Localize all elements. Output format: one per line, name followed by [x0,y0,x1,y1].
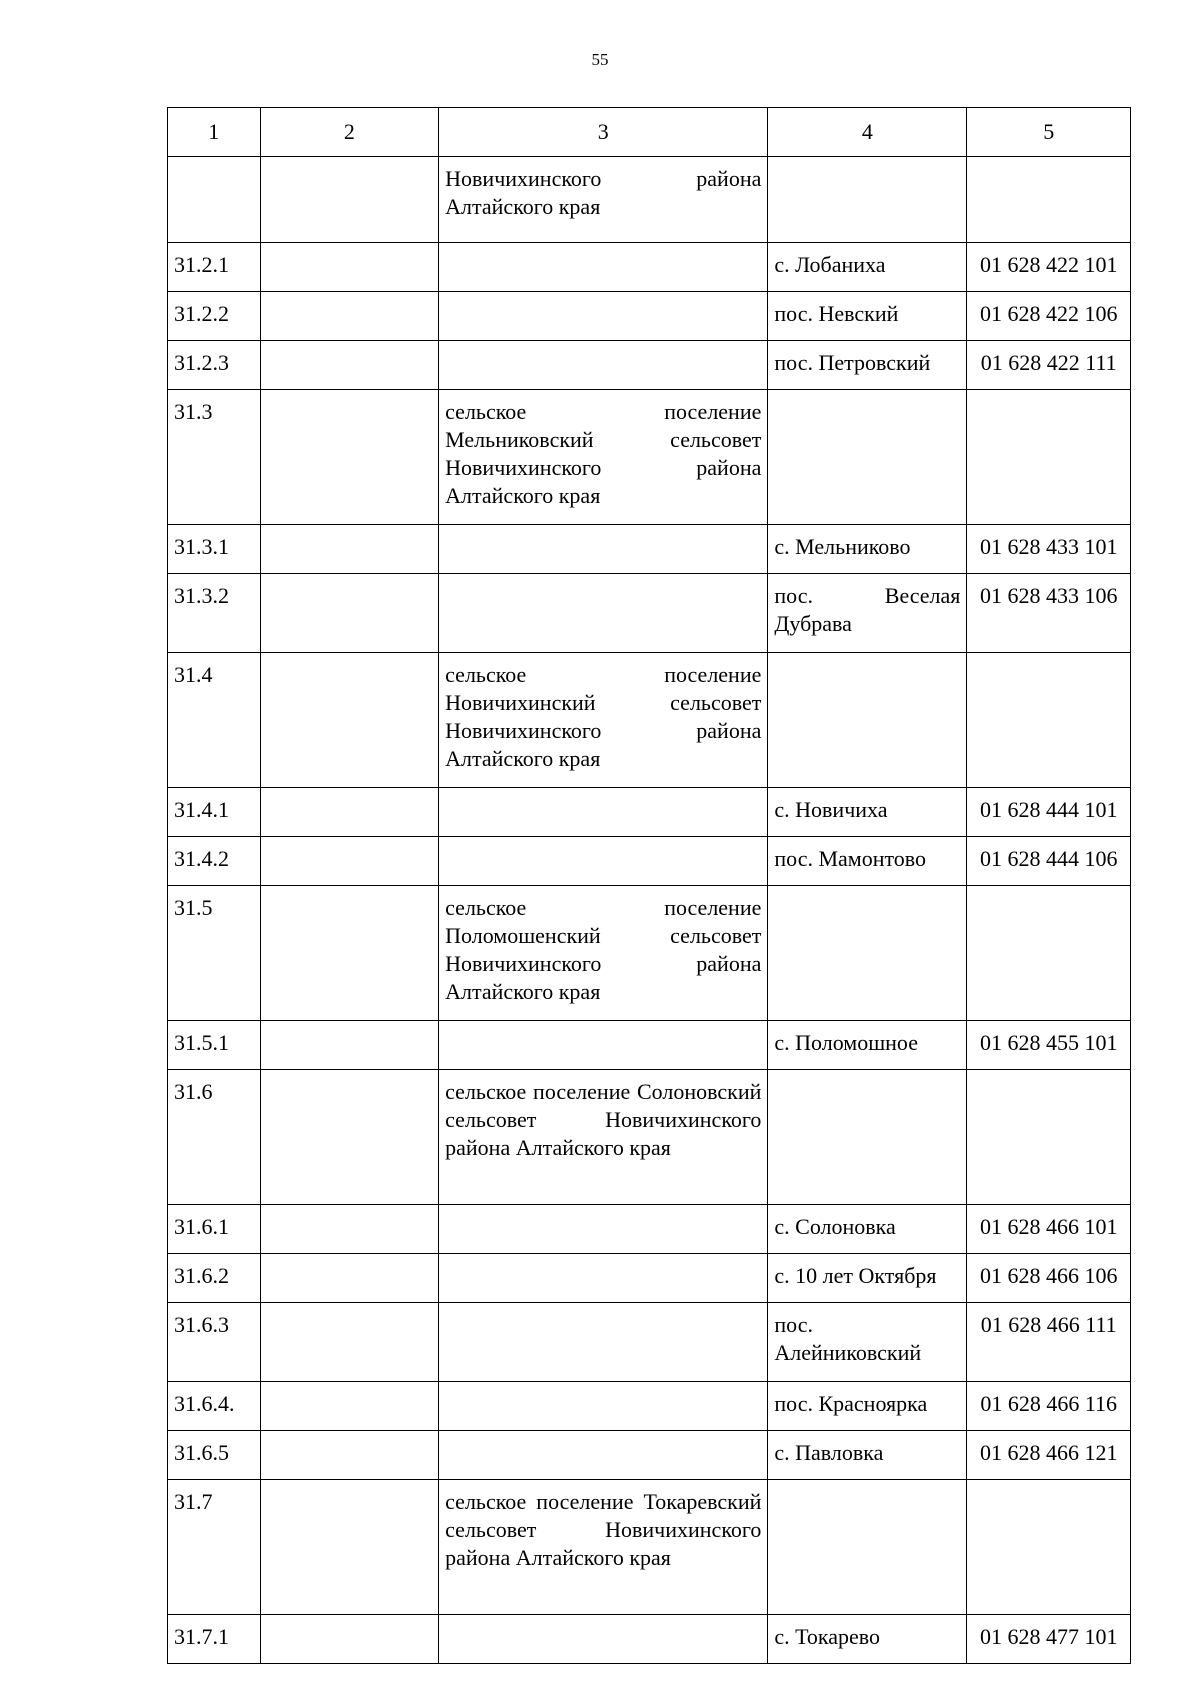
oktmo-code-cell: 01 628 433 106 [967,574,1131,653]
settlement-name-cell: с. Новичиха [768,788,967,837]
column-2-cell [260,1303,439,1382]
table-row [168,243,1131,292]
table-row [168,788,1131,837]
municipality-name-cell [439,341,768,390]
row-number-cell: 31.2.2 [168,292,261,341]
header-row [168,108,1131,157]
row-number-cell: 31.6.1 [168,1205,261,1254]
column-2-cell [260,1615,439,1664]
oktmo-code-cell [967,1070,1131,1205]
settlement-name-cell: с. Токарево [768,1615,967,1664]
settlement-name-cell [768,653,967,788]
municipality-name-cell [439,1431,768,1480]
oktmo-code-cell [967,886,1131,1021]
settlement-name-cell: пос. Невский [768,292,967,341]
table-row [168,1205,1131,1254]
oktmo-code-cell: 01 628 466 111 [967,1303,1131,1382]
table-row [168,390,1131,525]
column-2-cell [260,1205,439,1254]
table-row [168,653,1131,788]
row-number-cell: 31.6 [168,1070,261,1205]
column-2-cell [260,574,439,653]
column-2-cell [260,525,439,574]
settlement-name-cell: с. Павловка [768,1431,967,1480]
municipality-name-cell [439,788,768,837]
column-2-cell [260,243,439,292]
oktmo-code-cell [967,157,1131,243]
settlement-name-cell: с. Лобаниха [768,243,967,292]
table-row [168,1431,1131,1480]
column-2-cell [260,1480,439,1615]
row-number-cell: 31.5 [168,886,261,1021]
column-2-cell [260,341,439,390]
row-number-cell: 31.2.3 [168,341,261,390]
table-row [168,525,1131,574]
table-row [168,1382,1131,1431]
row-number-cell: 31.3 [168,390,261,525]
oktmo-code-cell: 01 628 477 101 [967,1615,1131,1664]
settlement-name-cell: с. 10 лет Октября [768,1254,967,1303]
column-2-cell [260,886,439,1021]
table-row [168,1303,1131,1382]
oktmo-code-cell: 01 628 455 101 [967,1021,1131,1070]
column-2-cell [260,390,439,525]
settlement-name-cell [768,1070,967,1205]
row-number-cell: 31.2.1 [168,243,261,292]
table-row [168,1021,1131,1070]
oktmo-code-cell [967,1480,1131,1615]
row-number-cell: 31.7 [168,1480,261,1615]
column-2-cell [260,1254,439,1303]
oktmo-code-cell: 01 628 433 101 [967,525,1131,574]
row-number-cell: 31.4.2 [168,837,261,886]
column-header-3: 3 [439,108,768,157]
municipality-name-cell: сельское поселение Мельниковский сельсовет Новичихинского района Алтайского края [439,390,768,525]
column-2-cell [260,653,439,788]
municipality-name-cell [439,1254,768,1303]
municipality-name-cell [439,574,768,653]
column-header-5: 5 [967,108,1131,157]
municipality-name-cell: сельское поселение Новичихинский сельсовет Новичихинского района Алтайского края [439,653,768,788]
row-number-cell [168,157,261,243]
column-2-cell [260,1382,439,1431]
column-2-cell [260,788,439,837]
municipality-name-cell [439,1205,768,1254]
municipality-name-cell [439,1303,768,1382]
row-number-cell: 31.6.4. [168,1382,261,1431]
table-body [168,157,1131,1664]
table-row [168,1254,1131,1303]
column-2-cell [260,1431,439,1480]
row-number-cell: 31.3.2 [168,574,261,653]
table-header [168,108,1131,157]
row-number-cell: 31.6.3 [168,1303,261,1382]
oktmo-code-cell: 01 628 444 101 [967,788,1131,837]
settlement-name-cell: пос. Алейниковский [768,1303,967,1382]
oktmo-code-cell: 01 628 466 116 [967,1382,1131,1431]
row-number-cell: 31.3.1 [168,525,261,574]
column-2-cell [260,292,439,341]
settlement-name-cell: с. Поломошное [768,1021,967,1070]
row-number-cell: 31.4.1 [168,788,261,837]
column-2-cell [260,1070,439,1205]
settlements-table [167,107,1131,1664]
settlement-name-cell [768,1480,967,1615]
municipality-name-cell [439,1382,768,1431]
table-row [168,1070,1131,1205]
settlement-name-cell: с. Солоновка [768,1205,967,1254]
row-number-cell: 31.4 [168,653,261,788]
row-number-cell: 31.7.1 [168,1615,261,1664]
municipality-name-cell: сельское поселение Солоновский сельсовет Новичихинского района Алтайского края [439,1070,768,1205]
oktmo-code-cell [967,390,1131,525]
oktmo-code-cell: 01 628 422 101 [967,243,1131,292]
oktmo-code-cell: 01 628 422 111 [967,341,1131,390]
municipality-name-cell [439,1021,768,1070]
oktmo-code-cell: 01 628 466 106 [967,1254,1131,1303]
column-header-4: 4 [768,108,967,157]
settlement-name-cell [768,390,967,525]
table-row [168,837,1131,886]
column-header-2: 2 [260,108,439,157]
oktmo-code-cell [967,653,1131,788]
municipality-name-cell: Новичихинского района Алтайского края [439,157,768,243]
settlement-name-cell: пос. Петровский [768,341,967,390]
oktmo-code-cell: 01 628 444 106 [967,837,1131,886]
settlement-name-cell: пос. Красноярка [768,1382,967,1431]
settlement-name-cell: с. Мельниково [768,525,967,574]
column-header-1: 1 [168,108,261,157]
municipality-name-cell [439,525,768,574]
table-row [168,1480,1131,1615]
table-row [168,292,1131,341]
settlement-name-cell: пос. Веселая Дубрава [768,574,967,653]
table-row [168,1615,1131,1664]
oktmo-code-cell: 01 628 466 121 [967,1431,1131,1480]
column-2-cell [260,837,439,886]
table-row [168,886,1131,1021]
municipality-name-cell [439,243,768,292]
municipality-name-cell [439,292,768,341]
oktmo-code-cell: 01 628 422 106 [967,292,1131,341]
table-row [168,157,1131,243]
table-row [168,574,1131,653]
settlement-name-cell: пос. Мамонтово [768,837,967,886]
row-number-cell: 31.5.1 [168,1021,261,1070]
municipality-name-cell: сельское поселение Поломошенский сельсовет Новичихинского района Алтайского края [439,886,768,1021]
column-2-cell [260,157,439,243]
settlement-name-cell [768,157,967,243]
table-row [168,341,1131,390]
row-number-cell: 31.6.2 [168,1254,261,1303]
municipality-name-cell [439,837,768,886]
settlement-name-cell [768,886,967,1021]
oktmo-code-cell: 01 628 466 101 [967,1205,1131,1254]
column-2-cell [260,1021,439,1070]
municipality-name-cell: сельское поселение Токаревский сельсовет Новичихинского района Алтайского края [439,1480,768,1615]
municipality-name-cell [439,1615,768,1664]
row-number-cell: 31.6.5 [168,1431,261,1480]
page-number: 55 [591,50,609,69]
